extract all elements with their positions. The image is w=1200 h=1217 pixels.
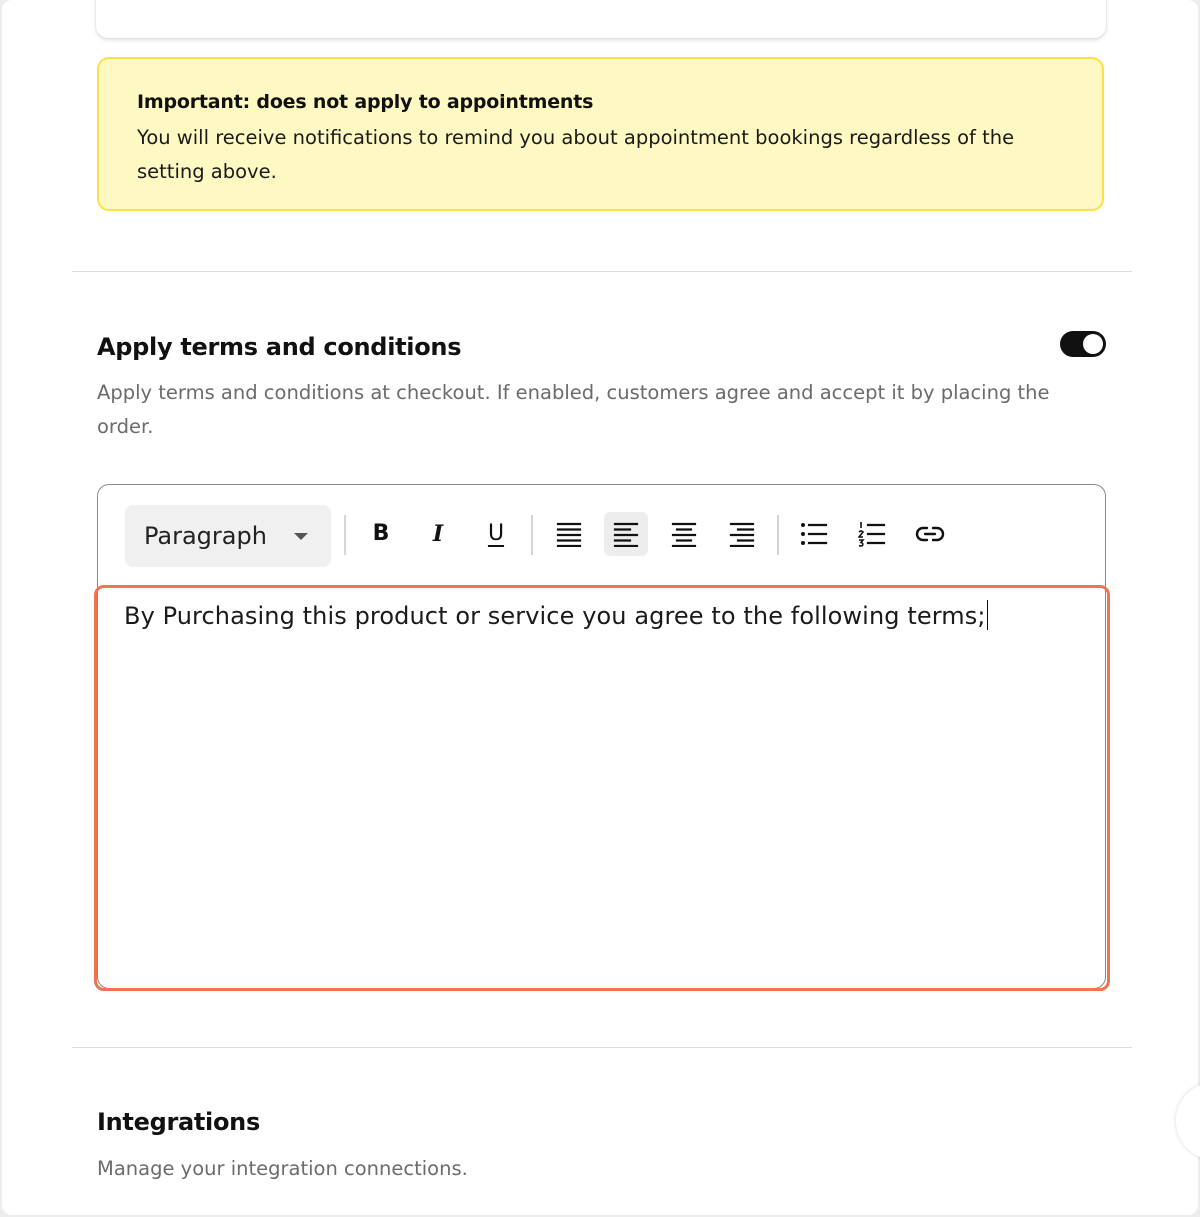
underline-button[interactable]: [474, 512, 518, 556]
numbered-list-icon: [858, 521, 886, 547]
link-button[interactable]: [908, 512, 952, 556]
chevron-down-icon: [294, 533, 308, 540]
link-icon: [915, 524, 945, 544]
align-right-icon: [729, 521, 755, 547]
terms-section-title: Apply terms and conditions: [97, 333, 462, 361]
align-left-button[interactable]: [604, 512, 648, 556]
terms-content-editor[interactable]: [94, 585, 1110, 991]
section-divider: [72, 1047, 1132, 1048]
format-select[interactable]: [125, 505, 331, 567]
section-divider: [72, 271, 1132, 272]
format-select-value: Paragraph: [144, 522, 267, 550]
align-justify-icon: [556, 521, 582, 547]
align-left-icon: [613, 521, 639, 547]
bullet-list-button[interactable]: [792, 512, 836, 556]
previous-settings-card: [96, 0, 1106, 38]
bullet-list-icon: [800, 522, 828, 546]
align-justify-button[interactable]: [547, 512, 591, 556]
terms-content-text: By Purchasing this product or service you agree to the following terms;: [124, 602, 986, 630]
text-cursor: [987, 600, 989, 630]
toolbar-separator: [344, 515, 346, 555]
align-center-icon: [671, 521, 697, 547]
integrations-section-description: Manage your integration connections.: [97, 1157, 468, 1180]
settings-page: [2, 0, 1198, 1215]
notice-body: You will receive notifications to remind you about appointment bookings regardless of the setting above.: [137, 126, 1015, 183]
italic-button[interactable]: [416, 512, 460, 556]
align-right-button[interactable]: [720, 512, 764, 556]
terms-section-description: Apply terms and conditions at checkout. If enabled, customers agree and accept it by placing the order.: [97, 381, 1050, 438]
numbered-list-button[interactable]: [850, 512, 894, 556]
toggle-knob: [1083, 334, 1103, 354]
editor-toolbar: [98, 485, 1105, 585]
bold-icon: B: [372, 521, 390, 546]
underline-icon: U: [487, 521, 505, 546]
italic-icon: I: [432, 521, 444, 547]
terms-toggle[interactable]: [1060, 331, 1106, 357]
integrations-section-title: Integrations: [97, 1108, 260, 1136]
notice-title: Important: does not apply to appointments: [137, 91, 594, 113]
notice-box: [97, 57, 1104, 211]
toolbar-separator: [777, 515, 779, 555]
bold-button[interactable]: [359, 512, 403, 556]
toolbar-separator: [531, 515, 533, 555]
align-center-button[interactable]: [662, 512, 706, 556]
